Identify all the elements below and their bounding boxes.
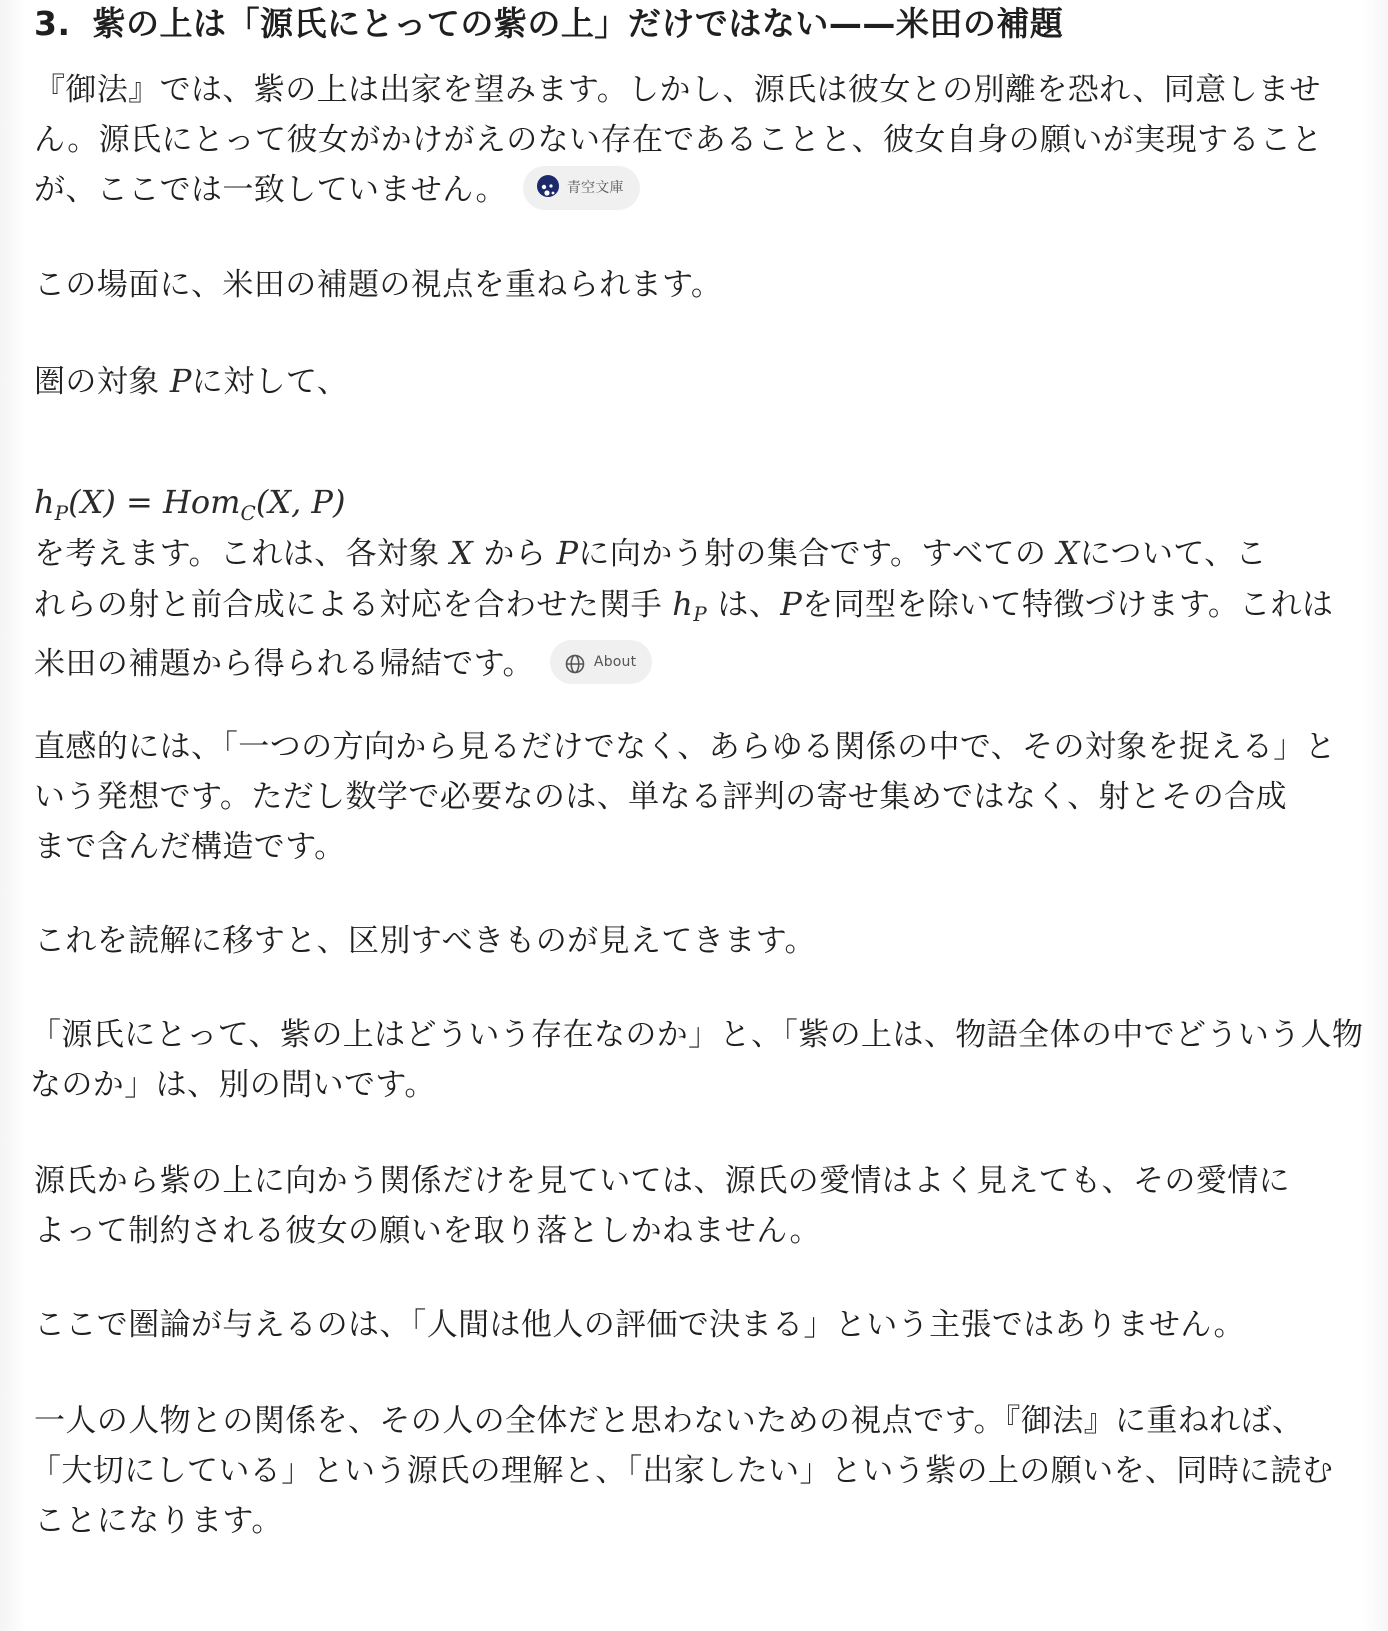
math-variable: P xyxy=(169,362,192,400)
paragraph-line: よって制約される彼女の願いを取り落としかねません。 xyxy=(34,1213,821,1249)
paragraph-4 xyxy=(34,528,1354,689)
paragraph-line: 『御法』では、紫の上は出家を望みます。しかし、源氏は彼女との別離を恐れ、同意しませ xyxy=(34,72,1321,108)
paragraph-1 xyxy=(34,65,1354,215)
paragraph-line: ん。源氏にとって彼女がかけがえのない存在であることと、彼女自身の願いが実現すること xyxy=(34,122,1323,158)
formula-subscript: C xyxy=(240,501,256,525)
section-number: 3. xyxy=(34,4,71,43)
paragraph-text: は、 xyxy=(707,587,781,623)
paragraph-line: いう発想です。ただし数学で必要なのは、単なる評判の寄せ集めではなく、射とその合成 xyxy=(34,779,1287,815)
formula-argument: (X) = xyxy=(68,483,163,521)
paragraph-line: ここで圏論が与えるのは、「人間は他人の評価で決まる」という主張ではありません。 xyxy=(34,1307,1245,1343)
paragraph-text: を考えます。これは、各対象 xyxy=(34,536,450,572)
paragraph-line: 「大切にしている」という源氏の理解と、「出家したい」という紫の上の願いを、同時に読む xyxy=(30,1453,1334,1489)
formula-subscript: P xyxy=(54,501,69,525)
paragraph-text: に対して、 xyxy=(191,364,349,400)
aozora-bunko-favicon-icon xyxy=(537,175,559,197)
source-chip-aozora[interactable] xyxy=(523,166,640,210)
paragraph-line: ことになります。 xyxy=(34,1503,283,1539)
paragraph-line: これを読解に移すと、区別すべきものが見えてきます。 xyxy=(34,923,816,959)
section-heading xyxy=(34,0,1063,48)
paragraph-7 xyxy=(30,1010,1364,1110)
paragraph-5 xyxy=(34,722,1354,872)
functor-subscript: P xyxy=(693,602,708,626)
formula-hom: Hom xyxy=(162,483,241,521)
math-variable: P xyxy=(556,534,579,572)
formula-h: h xyxy=(34,483,55,521)
paragraph-line: 直感的には、「一つの方向から見るだけでなく、あらゆる関係の中で、その対象を捉える」と xyxy=(34,729,1337,765)
paragraph-line: 源氏から紫の上に向かう関係だけを見ていては、源氏の愛情はよく見えても、その愛情に xyxy=(34,1163,1290,1199)
paragraph-9 xyxy=(34,1300,1354,1350)
paragraph-line: 「源氏にとって、紫の上はどういう存在なのか」と、「紫の上は、物語全体の中でどういう人物 xyxy=(30,1017,1364,1053)
paragraph-text: から xyxy=(473,536,557,572)
paragraph-line: まで含んだ構造です。 xyxy=(34,829,346,865)
globe-icon xyxy=(564,649,586,671)
paragraph-6 xyxy=(34,916,1354,966)
paragraph-8 xyxy=(34,1156,1354,1256)
paragraph-line: この場面に、米田の補題の視点を重ねられます。 xyxy=(34,267,723,303)
paragraph-text: に向かう射の集合です。すべての xyxy=(578,536,1057,572)
paragraph-line: 米田の補題から得られる帰結です。 xyxy=(34,646,534,682)
paragraph-2 xyxy=(34,260,1354,310)
math-variable: X xyxy=(449,534,474,572)
paragraph-3 xyxy=(34,356,1354,407)
source-chip-label: About xyxy=(593,653,637,670)
source-chip-about[interactable] xyxy=(550,640,652,684)
math-functor xyxy=(672,585,708,626)
formula-arguments: (X, P) xyxy=(255,483,346,521)
paragraph-text: れらの射と前合成による対応を合わせた関手 xyxy=(34,587,673,623)
paragraph-line: が、ここでは一致していません。 xyxy=(34,172,507,208)
functor-h: h xyxy=(672,585,694,623)
paragraph-line: なのか」は、別の問いです。 xyxy=(30,1067,436,1103)
source-chip-label: 青空文庫 xyxy=(566,179,624,196)
math-variable: X xyxy=(1056,534,1080,572)
paragraph-10 xyxy=(30,1396,1354,1546)
paragraph-text: について、こ xyxy=(1079,536,1267,572)
paragraph-line: 一人の人物との関係を、その人の全体だと思わないための視点です。『御法』に重ねれば、 xyxy=(34,1403,1304,1439)
section-title: 紫の上は「源氏にとっての紫の上」だけではない——米田の補題 xyxy=(92,4,1064,43)
paragraph-text: 圏の対象 xyxy=(34,364,170,400)
paragraph-text: を同型を除いて特徴づけます。これは xyxy=(802,587,1334,623)
math-variable: P xyxy=(780,585,803,623)
